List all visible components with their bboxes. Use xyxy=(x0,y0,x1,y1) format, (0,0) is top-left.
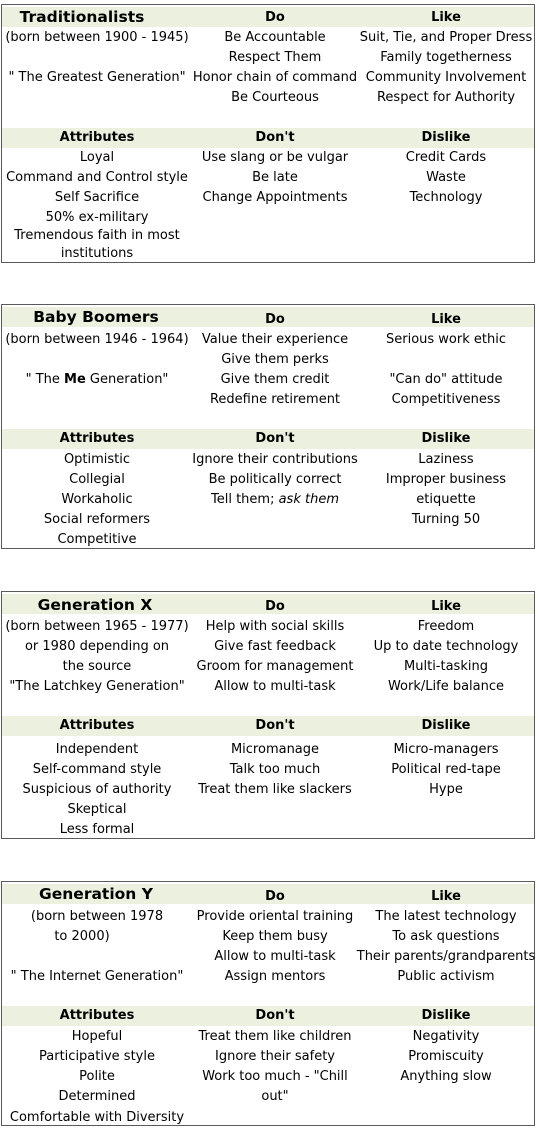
dont-item: Ignore their safety xyxy=(215,1049,335,1064)
generation-title: Generation X xyxy=(37,596,153,614)
like-header: Like xyxy=(431,312,461,327)
birth-range: (born between 1978 xyxy=(30,909,164,924)
dislike-item: Hype xyxy=(429,782,463,797)
do-item: Allow to multi-task xyxy=(214,679,336,694)
do-header: Do xyxy=(265,599,285,614)
dont-item: Treat them like slackers xyxy=(198,782,352,797)
do-item: Help with social skills xyxy=(205,619,345,634)
nickname-pre: " The xyxy=(25,372,65,387)
attribute-item: Less formal xyxy=(59,822,135,837)
do-item: Honor chain of command xyxy=(192,70,358,85)
like-item: Suit, Tie, and Proper Dress xyxy=(359,30,533,45)
attribute-item: Workaholic xyxy=(61,492,133,507)
dont-header: Don't xyxy=(255,130,295,145)
like-item: The latest technology xyxy=(375,909,517,924)
attribute-item: institutions xyxy=(60,246,134,261)
like-header: Like xyxy=(431,10,461,25)
dislike-item: Waste xyxy=(426,170,466,185)
do-item: Redefine retirement xyxy=(209,392,341,407)
like-item: Community Involvement xyxy=(365,70,527,85)
like-item: Respect for Authority xyxy=(376,90,516,105)
birth-range: (born between 1965 - 1977) xyxy=(5,619,189,634)
dont-item xyxy=(180,490,370,510)
dislike-item: etiquette xyxy=(416,492,476,507)
dont-item: Be politically correct xyxy=(208,472,342,487)
attribute-item: Skeptical xyxy=(67,802,127,817)
do-header: Do xyxy=(265,10,285,25)
attribute-item: Suspicious of authority xyxy=(22,782,172,797)
do-item: Groom for management xyxy=(196,659,354,674)
generation-title: Generation Y xyxy=(39,885,153,903)
generation-nickname: " The Greatest Generation" xyxy=(8,70,186,85)
do-item: Value their experience xyxy=(201,332,349,347)
do-item: Give them credit xyxy=(220,372,330,387)
do-item: Give them perks xyxy=(221,352,329,367)
like-item: Family togetherness xyxy=(380,50,512,65)
attribute-item: Loyal xyxy=(79,150,115,165)
attribute-item: Participative style xyxy=(39,1049,155,1064)
dislike-item: Micro-managers xyxy=(393,742,499,757)
do-header: Do xyxy=(265,889,285,904)
birth-range-note: or 1980 depending on xyxy=(24,639,170,654)
do-item: Provide oriental training xyxy=(196,909,354,924)
attribute-item: Self Sacrifice xyxy=(54,190,140,205)
do-item: Give fast feedback xyxy=(214,639,336,654)
like-item: Their parents/grandparents xyxy=(356,949,536,964)
dislike-item: Technology xyxy=(409,190,483,205)
attribute-item: Hopeful xyxy=(71,1029,123,1044)
nickname-post: Generation" xyxy=(85,372,169,387)
attribute-item: Comfortable with Diversity xyxy=(9,1110,185,1125)
dislike-item: Laziness xyxy=(418,452,474,467)
birth-range: (born between 1946 - 1964) xyxy=(5,332,189,347)
dislike-item: Improper business xyxy=(385,472,507,487)
like-item: "Can do" attitude xyxy=(389,372,503,387)
do-item: Assign mentors xyxy=(224,969,326,984)
attribute-item: Polite xyxy=(79,1069,115,1084)
do-item: Respect Them xyxy=(228,50,322,65)
like-item: Serious work ethic xyxy=(386,332,506,347)
generation-title: Baby Boomers xyxy=(33,308,159,326)
dislike-header: Dislike xyxy=(421,130,471,145)
birth-range-note: the source xyxy=(62,659,132,674)
dont-item: out" xyxy=(261,1089,289,1104)
generation-nickname xyxy=(2,370,192,390)
generation-nickname: "The Latchkey Generation" xyxy=(9,679,185,694)
attribute-item: Independent xyxy=(55,742,139,757)
like-item: Competitiveness xyxy=(391,392,501,407)
dislike-header: Dislike xyxy=(421,431,471,446)
generation-panel-generation-y xyxy=(1,881,535,1126)
dislike-item: Promiscuity xyxy=(408,1049,484,1064)
do-item: Keep them busy xyxy=(222,929,328,944)
attribute-item: Command and Control style xyxy=(6,170,188,185)
attribute-item: Self-command style xyxy=(32,762,162,777)
dislike-header: Dislike xyxy=(421,718,471,733)
dont-header: Don't xyxy=(255,1008,295,1023)
like-item: Freedom xyxy=(417,619,475,634)
attribute-item: Competitive xyxy=(57,532,137,547)
dont-item: Talk too much xyxy=(229,762,321,777)
attributes-header: Attributes xyxy=(59,718,135,733)
generation-title: Traditionalists xyxy=(19,8,145,26)
dont-header: Don't xyxy=(255,718,295,733)
like-header: Like xyxy=(431,599,461,614)
attribute-item: Determined xyxy=(58,1089,136,1104)
dont-text: Tell them; xyxy=(210,492,279,507)
do-item: Be Courteous xyxy=(231,90,319,105)
attribute-item: Optimistic xyxy=(63,452,131,467)
generation-nickname: " The Internet Generation" xyxy=(10,969,184,984)
like-item: Multi-tasking xyxy=(404,659,488,674)
dislike-header: Dislike xyxy=(421,1008,471,1023)
attribute-item: Collegial xyxy=(69,472,125,487)
attribute-item: 50% ex-military xyxy=(45,210,149,225)
dont-item: Micromanage xyxy=(230,742,320,757)
dislike-item: Turning 50 xyxy=(411,512,481,527)
birth-range: to 2000) xyxy=(54,929,110,944)
dislike-item: Anything slow xyxy=(400,1069,492,1084)
like-header: Like xyxy=(431,889,461,904)
dislike-item: Political red-tape xyxy=(391,762,501,777)
like-item: Public activism xyxy=(397,969,495,984)
generation-panel-baby-boomers xyxy=(1,304,535,549)
attributes-header: Attributes xyxy=(59,130,135,145)
dont-item: Treat them like children xyxy=(198,1029,352,1044)
generation-panel-traditionalists xyxy=(1,4,535,263)
attribute-item: Tremendous faith in most xyxy=(14,228,180,243)
like-item: Up to date technology xyxy=(373,639,519,654)
generation-panel-generation-x xyxy=(1,591,535,839)
do-item: Be Accountable xyxy=(224,30,326,45)
dislike-item: Negativity xyxy=(412,1029,480,1044)
attributes-header: Attributes xyxy=(59,1008,135,1023)
dont-item: Be late xyxy=(252,170,298,185)
dont-item: Work too much - "Chill xyxy=(202,1069,348,1084)
dont-emphasis: ask them xyxy=(278,492,339,507)
attribute-item: Social reformers xyxy=(43,512,151,527)
birth-range: (born between 1900 - 1945) xyxy=(5,30,189,45)
like-item: To ask questions xyxy=(392,929,500,944)
dont-item: Change Appointments xyxy=(202,190,348,205)
dont-header: Don't xyxy=(255,431,295,446)
like-item: Work/Life balance xyxy=(387,679,505,694)
do-item: Allow to multi-task xyxy=(214,949,336,964)
attributes-header: Attributes xyxy=(59,431,135,446)
do-header: Do xyxy=(265,312,285,327)
nickname-emphasis: Me xyxy=(64,372,86,387)
dont-item: Use slang or be vulgar xyxy=(201,150,349,165)
dont-item: Ignore their contributions xyxy=(192,452,358,467)
dislike-item: Credit Cards xyxy=(405,150,487,165)
